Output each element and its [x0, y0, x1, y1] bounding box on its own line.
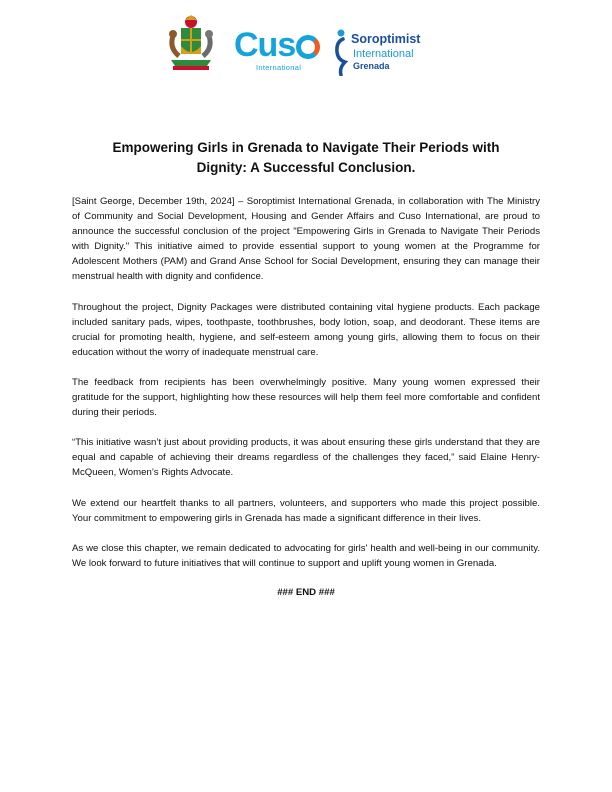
cuso-o-ring-icon: [296, 35, 320, 59]
body-paragraph: [Saint George, December 19th, 2024] – Soroptimist International Grenada, in collaboration with The Ministry of Community and Social Development, Housing and Gender Affairs and Cuso International, are proud to announce the successful conclusion of the project "Empowering Girls in Grenada to Navigate Their Periods with Dignity." This initiative aimed to provide essential support to young women at the Programme for Adolescent Mothers (PAM) and Grand Anse School for Social Development, ensuring they can manage their menstrual health with dignity and confidence.: [72, 196, 540, 283]
body-paragraph: The feedback from recipients has been overwhelmingly positive. Many young women expressed their gratitude for the support, highlighting how these resources will help them feel more comfortable and confident during their periods.: [72, 376, 540, 419]
soroptimist-line2: International: [353, 48, 414, 60]
body-paragraph: Throughout the project, Dignity Packages were distributed containing vital hygiene products. Each package included sanitary pads, wipes, toothpaste, toothbrushes, body lotion, soap, and deodorant. These items are crucial for promoting health, hygiene, and self-esteem among young girls, allowing them to focus on their education without the worry of inadequate menstrual care.: [72, 301, 540, 358]
end-mark: ### END ###: [277, 586, 335, 598]
quote-paragraph: “This initiative wasn’t just about providing products, it was about ensuring these girls understand that they are equal and capable of achieving their dreams regardless of the challenges they faced,” said Elaine Henry-McQueen, Women’s Rights Advocate.: [72, 437, 540, 479]
soroptimist-line1: Soroptimist: [351, 32, 421, 46]
soroptimist-logo: [334, 28, 454, 76]
press-release-body: [72, 194, 540, 600]
logo-band: [0, 14, 612, 74]
soroptimist-line3: Grenada: [353, 61, 390, 71]
title-line-2: Dignity: A Successful Conclusion.: [196, 160, 416, 175]
body-paragraph: As we close this chapter, we remain dedicated to advocating for girls' health and well-being in our community. We look forward to future initiatives that will continue to support and uplift young women in Grenada.: [72, 542, 540, 569]
soroptimist-figure-icon: [334, 28, 348, 76]
grenada-coat-of-arms-icon: [163, 14, 219, 72]
press-release-title: [60, 138, 552, 178]
cuso-international-logo: [234, 26, 324, 72]
title-line-1: Empowering Girls in Grenada to Navigate Their Periods with: [112, 140, 500, 155]
cuso-wordmark: Cus: [234, 28, 320, 62]
body-paragraph: We extend our heartfelt thanks to all partners, volunteers, and supporters who made this project possible. Your commitment to empowering girls in Grenada has made a significant difference in their lives.: [72, 497, 540, 524]
cuso-subtitle: International: [256, 63, 302, 72]
